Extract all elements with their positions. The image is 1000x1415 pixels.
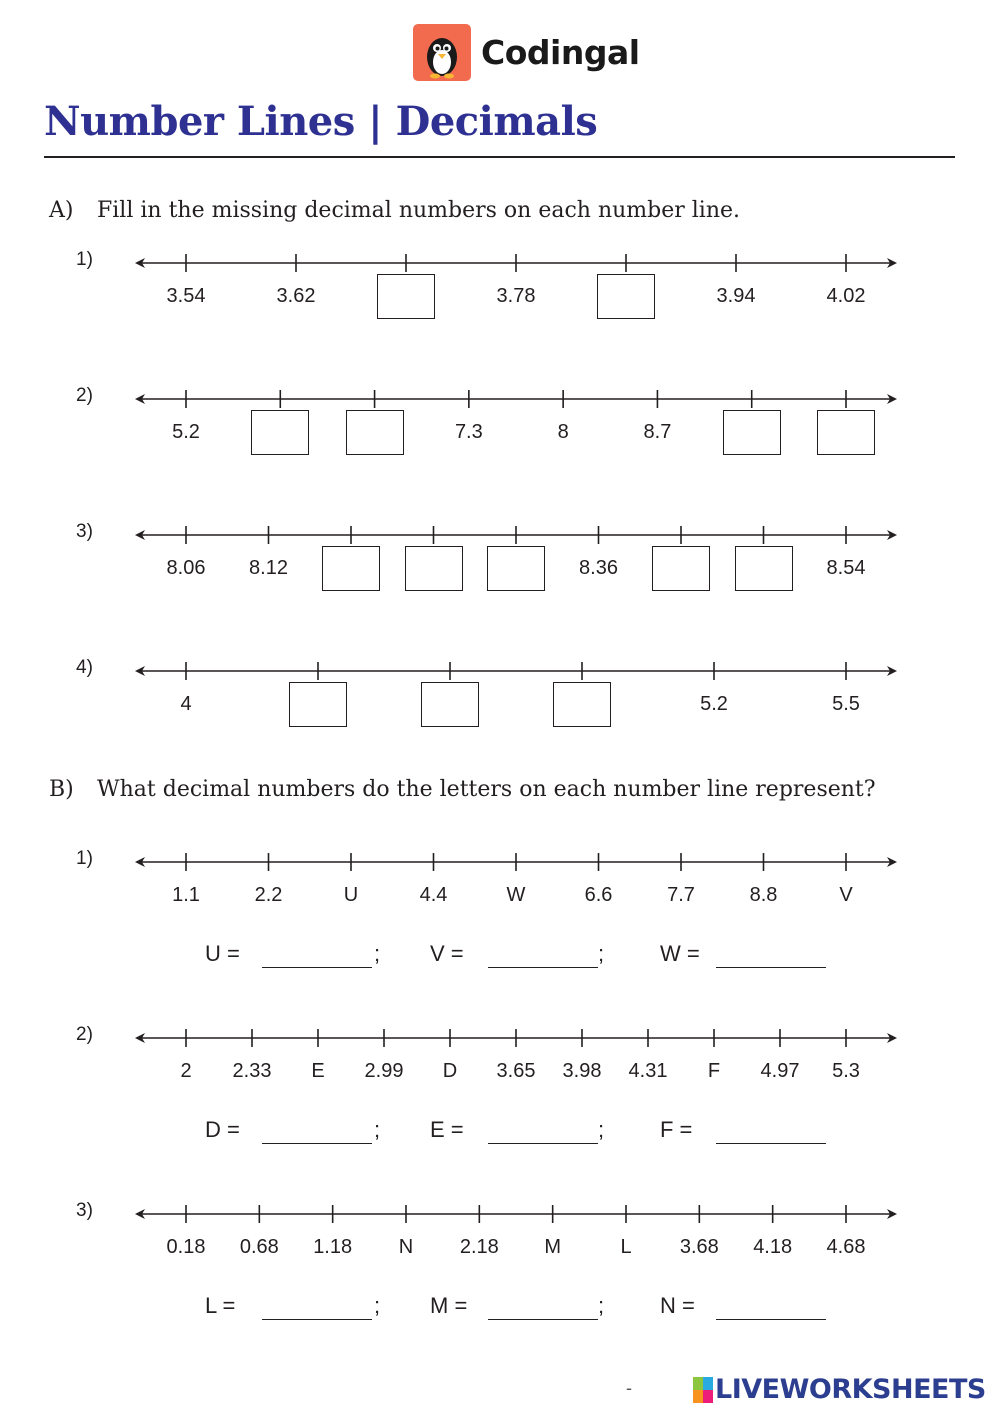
section-b-line-1-tick-label: U [343,884,359,906]
section-a-line-3-number: 3) [76,521,93,542]
section-b-line-3-tick-label: 4.18 [753,1236,793,1258]
section-a-line-4-tick-label: 5.5 [832,693,860,715]
section-b-line-2-answer-blank[interactable] [262,1143,372,1144]
section-b-line-1-tick-label: W [506,884,526,906]
section-a-line-3-answer-box[interactable] [487,546,545,591]
section-a-line-3-answer-box[interactable] [405,546,463,591]
section-b-line-3-answer-blank[interactable] [488,1319,598,1320]
section-b-line-2-tick-label: F [707,1060,721,1082]
section-a-line-2-tick-label: 5.2 [172,421,200,443]
section-a-line-1-answer-box[interactable] [377,274,435,319]
section-a-line-1-tick-label: 3.54 [166,285,206,307]
section-a-line-4-arrow-left-icon [135,666,145,676]
section-b-line-1-tick-label: 1.1 [172,884,200,906]
section-b-line-1-tick-label: 8.8 [749,884,778,906]
section-a-line-3-answer-box[interactable] [652,546,710,591]
section-a-line-4-tick-label: 4 [180,693,192,715]
section-a-line-2-answer-box[interactable] [346,410,404,455]
section-a-line-1-number: 1) [76,249,93,270]
section-b-line-1-separator: ; [598,941,605,966]
section-b-line-3-tick-label: 3.68 [679,1236,719,1258]
section-a-tag: A) [49,198,74,223]
section-b-line-2-tick-label: D [442,1060,458,1082]
section-b-line-1-arrow-left-icon [135,857,145,867]
section-a-line-3-tick-label: 8.06 [166,557,206,579]
section-b-line-3-number: 3) [76,1200,93,1221]
page-title: Number Lines | Decimals [44,98,598,145]
section-b-line-3-answer-blank[interactable] [716,1319,826,1320]
liveworksheets-logo [693,1374,986,1405]
section-b-line-2-answer-label: F = [660,1117,693,1142]
section-b-line-3-tick-label: L [620,1236,632,1258]
section-b-line-3-tick-label: 0.68 [239,1236,279,1258]
section-b-line-3-answer-label: L = [205,1293,236,1318]
section-a-line-4-answer-box[interactable] [553,682,611,727]
section-b-line-2-number: 2) [76,1024,93,1045]
section-b-line-2-arrow-left-icon [135,1033,145,1043]
section-b-line-2-answer-label: E = [430,1117,464,1142]
section-b-line-1-answer-blank[interactable] [488,967,598,968]
section-b-line-2-tick-label: 5.3 [832,1060,860,1082]
section-b-line-1-tick-label: 7.7 [667,884,695,906]
section-a-line-3-arrow-right-icon [887,530,897,540]
section-b-line-3-separator: ; [374,1293,381,1318]
section-a-heading [49,198,740,223]
section-b-line-3-tick-label: 4.68 [826,1236,866,1258]
liveworksheets-icon [693,1377,713,1403]
section-b-line-1-tick-label: 4.4 [419,884,448,906]
section-b-line-3-answer-blank[interactable] [262,1319,372,1320]
section-b-line-2-tick-label: 2 [180,1060,192,1082]
section-a-line-2-tick-label: 8 [557,421,569,443]
section-a-line-2-answer-box[interactable] [251,410,309,455]
liveworksheets-brand: LIVEWORKSHEETS [715,1374,986,1405]
section-b-line-3-answer-label: N = [660,1293,695,1318]
brand-name: Codingal [481,33,640,72]
section-b-line-3-tick-label: 1.18 [313,1236,353,1258]
section-a-line-3-tick-label: 8.54 [826,557,866,579]
section-a-line-4-answer-box[interactable] [289,682,347,727]
section-a-line-2-tick-label: 8.7 [643,421,672,443]
section-b-line-1-separator: ; [374,941,381,966]
section-a-line-2-answer-box[interactable] [723,410,781,455]
section-b-line-2-arrow-right-icon [887,1033,897,1043]
section-b-line-2-tick-label: 4.97 [760,1060,800,1082]
section-a-line-1-tick-label: 3.94 [716,285,756,307]
section-a-line-4-tick-label: 5.2 [700,693,728,715]
section-a-line-4-arrow-right-icon [887,666,897,676]
footer-dash: - [626,1378,632,1398]
section-b-line-3-tick-label: M [544,1236,561,1258]
section-a-instruction: Fill in the missing decimal numbers on each number line. [97,198,741,223]
section-b-line-2-answer-label: D = [205,1117,240,1142]
section-b-line-2-separator: ; [374,1117,381,1142]
section-a-line-3-answer-box[interactable] [322,546,380,591]
section-b-line-2-tick-label: 2.33 [232,1060,272,1082]
section-b-tag: B) [49,777,74,802]
section-b-line-2-tick-label: E [311,1060,325,1082]
section-b-instruction: What decimal numbers do the letters on each number line represent? [97,777,876,802]
section-b-heading [49,777,876,802]
section-b-line-3-tick-label: 0.18 [166,1236,206,1258]
section-b-line-1-answer-label: U = [205,941,240,966]
section-b-line-1-tick-label: 6.6 [584,884,613,906]
section-b-line-2-tick-label: 2.99 [364,1060,404,1082]
section-a-line-1-tick-label: 3.62 [276,285,316,307]
section-b-line-2-tick-label: 3.65 [496,1060,536,1082]
penguin-icon [413,24,471,81]
section-a-line-1-arrow-left-icon [135,258,145,268]
section-b-line-2-answer-blank[interactable] [488,1143,598,1144]
section-b-line-1-arrow-right-icon [887,857,897,867]
section-b-line-3-answer-label: M = [430,1293,468,1318]
section-b-line-1-tick-label: V [839,884,853,906]
section-b-line-2-separator: ; [598,1117,605,1142]
section-a-line-3-tick-label: 8.12 [249,557,288,579]
section-b-line-3-tick-label: 2.18 [459,1236,499,1258]
section-b-line-1-answer-label: V = [430,941,464,966]
section-b-line-2-tick-label: 3.98 [562,1060,602,1082]
section-a-line-1-answer-box[interactable] [597,274,655,319]
section-a-line-2-number: 2) [76,385,93,406]
section-a-line-3-tick-label: 8.36 [579,557,618,579]
section-b-line-3-tick-label: N [398,1236,414,1258]
section-a-line-1-arrow-right-icon [887,258,897,268]
section-a-line-3-arrow-left-icon [135,530,145,540]
section-b-line-2-tick-label: 4.31 [628,1060,668,1082]
section-a-line-2-arrow-left-icon [135,394,145,404]
section-a-line-4-answer-box[interactable] [421,682,479,727]
title-divider [44,156,955,158]
section-b-line-1-answer-label: W = [660,941,700,966]
section-a-line-2-arrow-right-icon [887,394,897,404]
section-a-line-3-answer-box[interactable] [735,546,793,591]
section-b-line-1-answer-blank[interactable] [716,967,826,968]
section-b-line-2-answer-blank[interactable] [716,1143,826,1144]
section-a-line-2-answer-box[interactable] [817,410,875,455]
section-a-line-4-number: 4) [76,657,93,678]
section-b-line-3-arrow-right-icon [887,1209,897,1219]
section-b-line-1-tick-label: 2.2 [254,884,283,906]
section-b-line-1-number: 1) [76,848,93,869]
section-a-line-1-tick-label: 3.78 [496,285,536,307]
codingal-logo [413,24,640,81]
section-a-line-2-tick-label: 7.3 [454,421,483,443]
section-b-line-3-arrow-left-icon [135,1209,145,1219]
section-b-line-3-separator: ; [598,1293,605,1318]
section-b-line-1-answer-blank[interactable] [262,967,372,968]
section-a-line-1-tick-label: 4.02 [826,285,866,307]
